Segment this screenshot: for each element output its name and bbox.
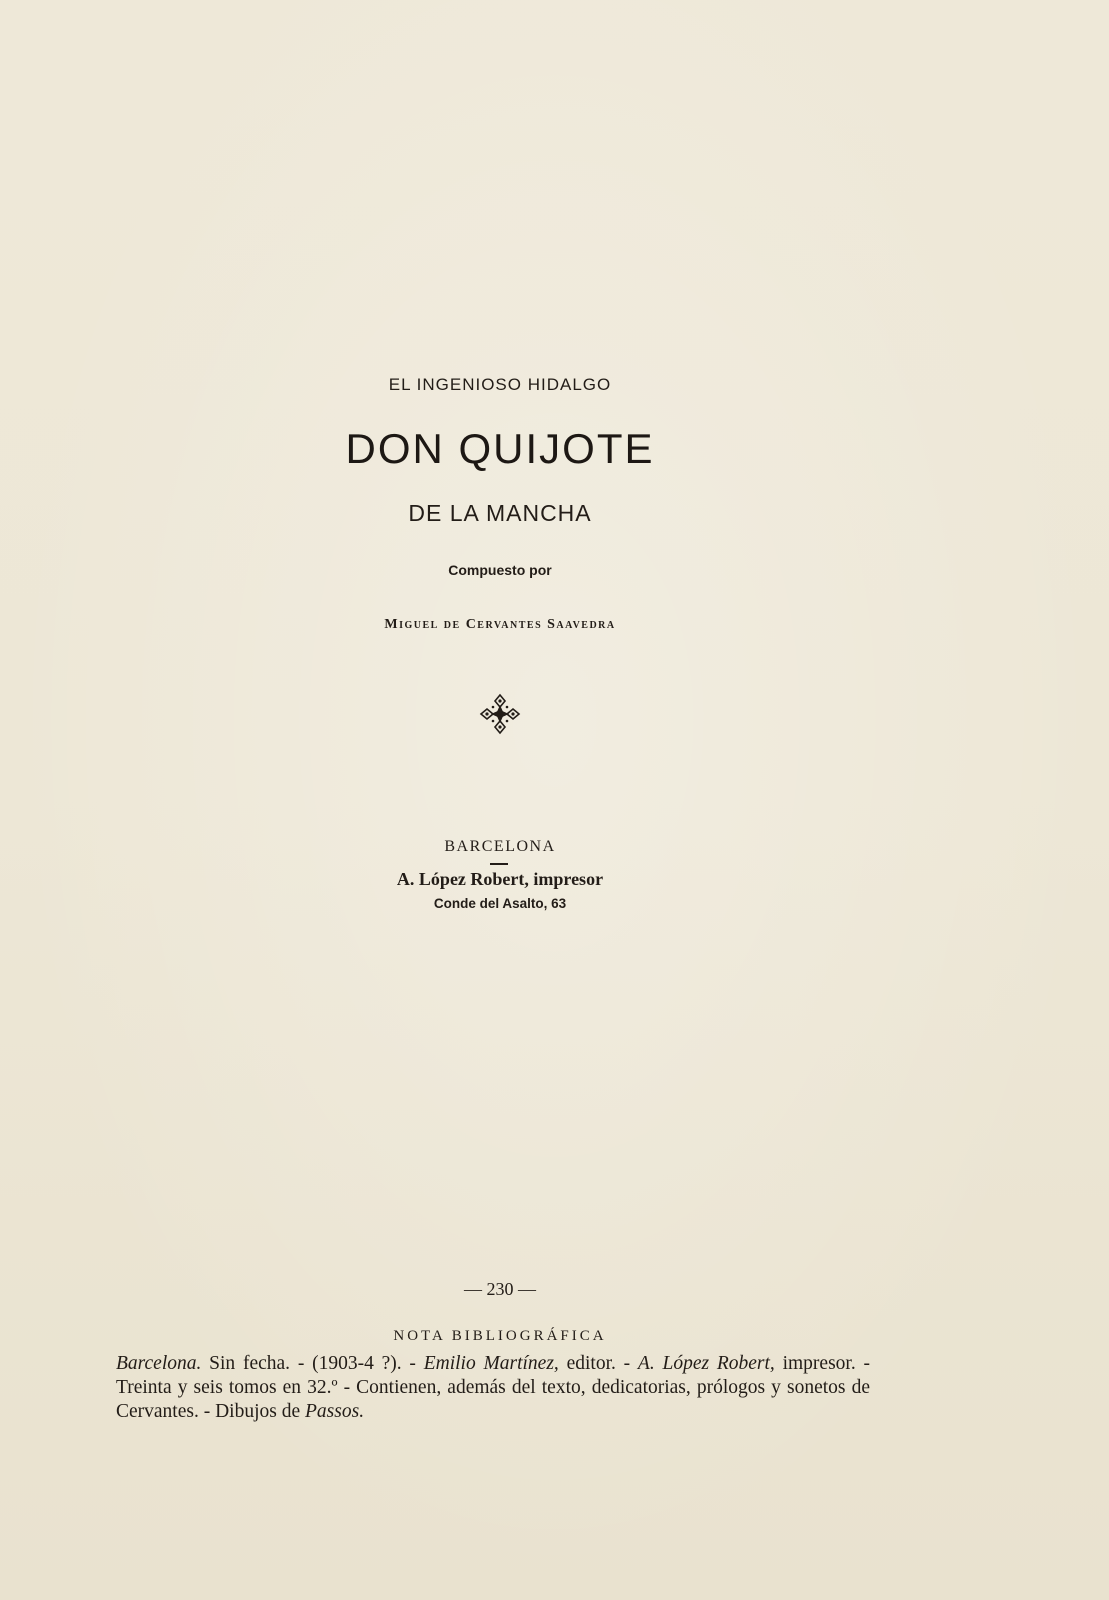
main-title: DON QUIJOTE <box>345 425 655 472</box>
imprint-divider <box>490 863 508 865</box>
note-printer-name: A. López Robert, <box>637 1353 775 1374</box>
bibliographic-note-text <box>116 1352 870 1424</box>
note-heading: NOTA BIBLIOGRÁFICA <box>393 1328 607 1344</box>
author-name: Miguel de Cervantes Saavedra <box>384 617 616 632</box>
note-editor-role: editor. - <box>558 1353 638 1374</box>
note-illustrator: Passos. <box>305 1401 365 1422</box>
imprint-city: BARCELONA <box>444 838 556 855</box>
note-place: Barcelona. <box>116 1353 202 1374</box>
note-printer-rest: impresor. - Treinta y seis tomos en 32.º - Contienen, además del texto, dedicatorias, prólogos y sonetos de Cervantes. - Dibujos de <box>116 1353 870 1422</box>
note-editor-name: Emilio Martínez, <box>423 1353 559 1374</box>
imprint-printer: A. López Robert, impresor <box>396 869 604 889</box>
imprint-address: Conde del Asalto, 63 <box>433 896 567 911</box>
subtitle: DE LA MANCHA <box>408 500 592 526</box>
header-line: EL INGENIOSO HIDALGO <box>388 375 612 394</box>
composed-by-line: Compuesto por <box>448 562 552 578</box>
note-date: Sin fecha. - (1903-4 ?). - <box>201 1353 424 1374</box>
fleuron-cross-icon <box>478 692 522 736</box>
page-number: — 230 — <box>464 1279 536 1299</box>
